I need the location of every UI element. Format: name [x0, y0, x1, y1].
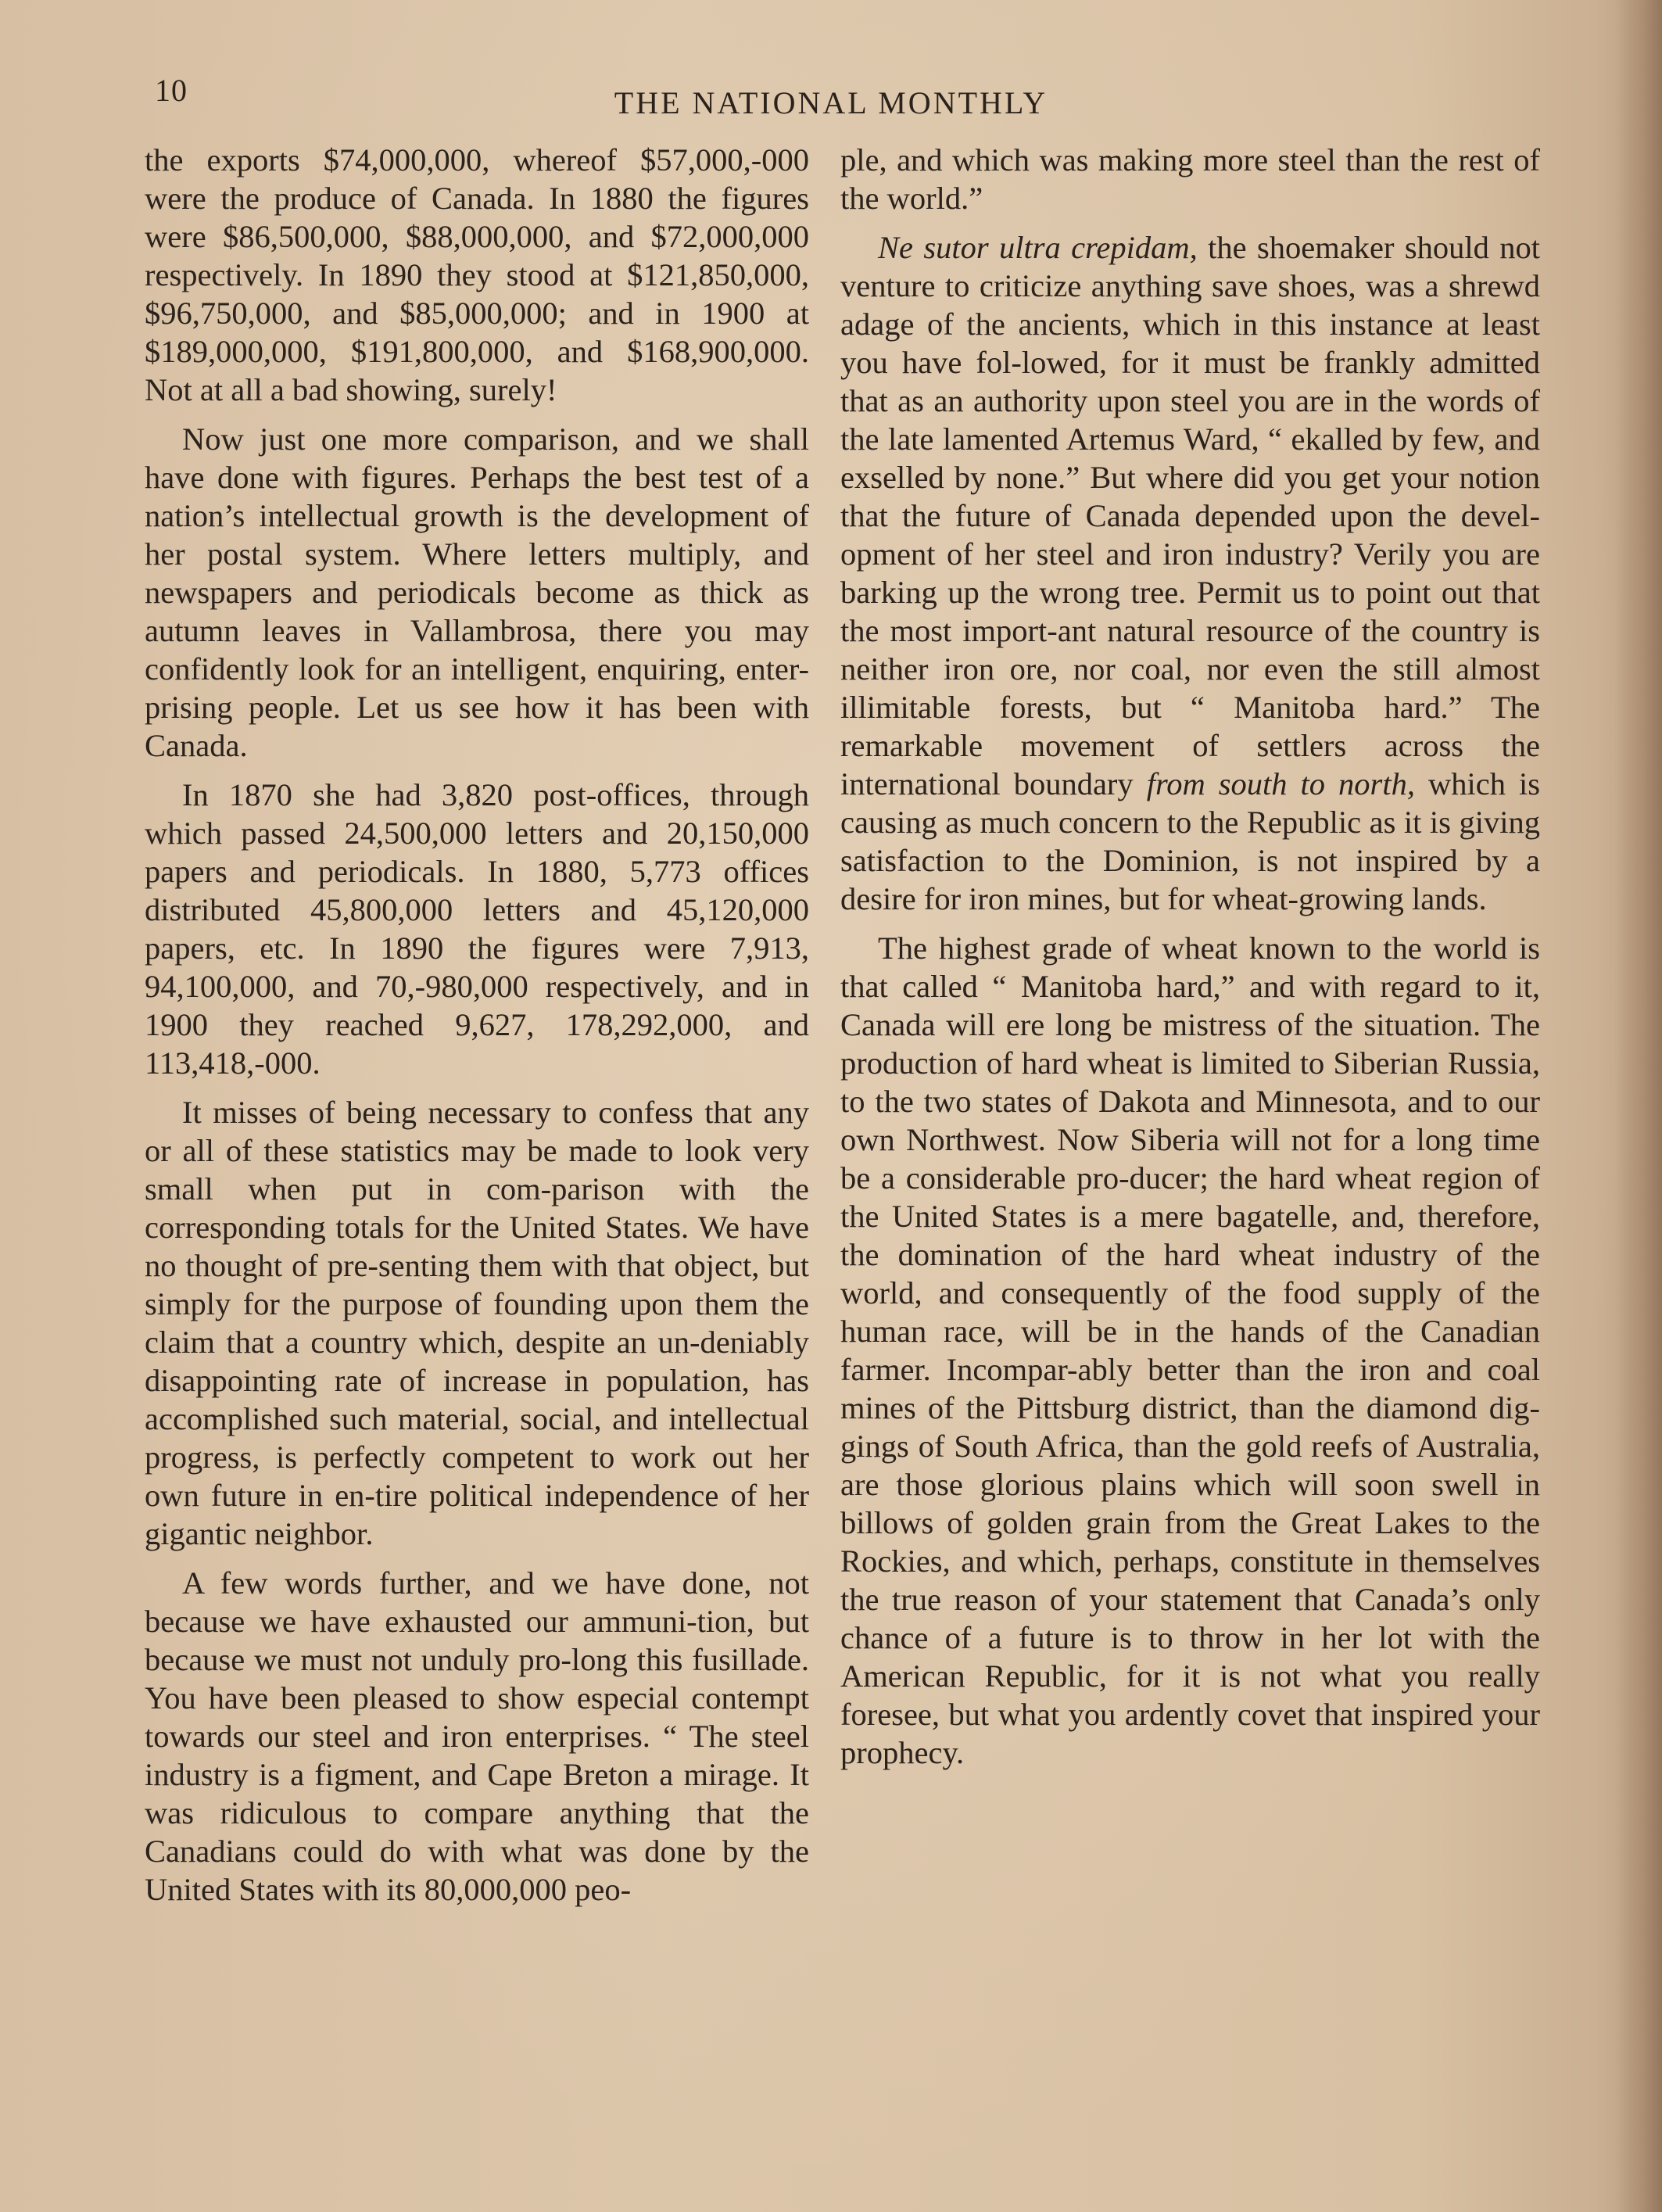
left-column	[145, 141, 809, 1920]
italic-phrase: from south to north,	[1146, 766, 1415, 801]
page-spine-shadow	[1615, 0, 1662, 2212]
running-head: THE NATIONAL MONTHLY	[614, 85, 1048, 120]
paragraph: In 1870 she had 3,820 post-offices, through which passed 24,500,000 letters and 20,150,000 papers and periodicals. In 1880, 5,773 offices distributed 45,800,000 letters and 45,120,000 papers, etc. In 1890 the figures were 7,913, 94,100,000, and 70,-980,000 respectively, and in 1900 they reached 9,627, 178,292,000, and 113,418,-000.	[145, 777, 809, 1081]
paragraph	[840, 228, 1540, 918]
paragraph-text: the shoemaker should not venture to criticize anything save shoes, was a shrewd adage of the ancients, which in this instance at least you have fol-lowed, for it must be frankly admitted that as an authority upon steel you are in the words of the late lamented Artemus Ward, “ ekalled by few, and exselled by none.” But where did you get your notion that the future of Canada depended upon the devel-opment of her steel and iron industry? Verily you are barking up the wrong tree. Permit us to point out that the most import-ant natural resource of the country is neither iron ore, nor coal, nor even the still almost illimitable forests, but “ Manitoba hard.” The remarkable movement of settlers across the international boundary	[840, 230, 1540, 801]
paragraph: The highest grade of wheat known to the world is that called “ Manitoba hard,” and with regard to it, Canada will ere long be mistress of the situation. The production of hard wheat is limited to Siberian Russia, to the two states of Dakota and Minnesota, and to our own Northwest. Now Siberia will not for a long time be a considerable pro-ducer; the hard wheat region of the United States is a mere bagatelle, and, therefore, the domination of the hard wheat industry of the world, and consequently of the food supply of the human race, will be in the hands of the Canadian farmer. Incompar-ably better than the iron and coal mines of the Pittsburg district, than the diamond dig-gings of South Africa, than the gold reefs of Australia, are those glorious plains which will soon swell in billows of golden grain from the Great Lakes to the Rockies, and which, perhaps, constitute in themselves the true reason of your statement that Canada’s only chance of a future is to throw in her lot with the American Republic, for it is not what you really foresee, but what you ardently covet that inspired your prophecy.	[840, 930, 1540, 1770]
paragraph: the exports $74,000,000, whereof $57,000,-000 were the produce of Canada. In 1880 the figures were $86,500,000, $88,000,000, and $72,000,000 respectively. In 1890 they stood at $121,850,000, $96,750,000, and $85,000,000; and in 1900 at $189,000,000, $191,800,000, and $168,900,000. Not at all a bad showing, surely!	[145, 142, 809, 407]
right-column	[840, 141, 1540, 1783]
page-number: 10	[155, 73, 188, 108]
paragraph-text: which is causing as much concern to the Republic as it is giving satisfaction to the Dominion, is not inspired by a desire for iron mines, but for wheat-growing lands.	[840, 766, 1540, 916]
paragraph: Now just one more comparison, and we shall have done with figures. Perhaps the best test of a nation’s intellectual growth is the development of her postal system. Where letters multiply, and newspapers and periodicals become as thick as autumn leaves in Vallambrosa, there you may confidently look for an intelligent, enquiring, enter-prising people. Let us see how it has been with Canada.	[145, 421, 809, 763]
paragraph: It misses of being necessary to confess that any or all of these statistics may be made to look very small when put in com-parison with the corresponding totals for the United States. We have no thought of pre-senting them with that object, but simply for the purpose of founding upon them the claim that a country which, despite an un-deniably disappointing rate of increase in population, has accomplished such material, social, and intellectual progress, is perfectly competent to work out her own future in en-tire political independence of her gigantic neighbor.	[145, 1095, 809, 1551]
latin-phrase: Ne sutor ultra crepidam,	[878, 230, 1198, 265]
paragraph: A few words further, and we have done, not because we have exhausted our ammuni-tion, but because we must not unduly pro-long this fusillade. You have been pleased to show especial contempt towards our steel and iron enterprises. “ The steel industry is a figment, and Cape Breton a mirage. It was ridiculous to compare anything that the Canadians could do with what was done by the United States with its 80,000,000 peo-	[145, 1565, 809, 1907]
paragraph: ple, and which was making more steel than the rest of the world.”	[840, 142, 1540, 216]
